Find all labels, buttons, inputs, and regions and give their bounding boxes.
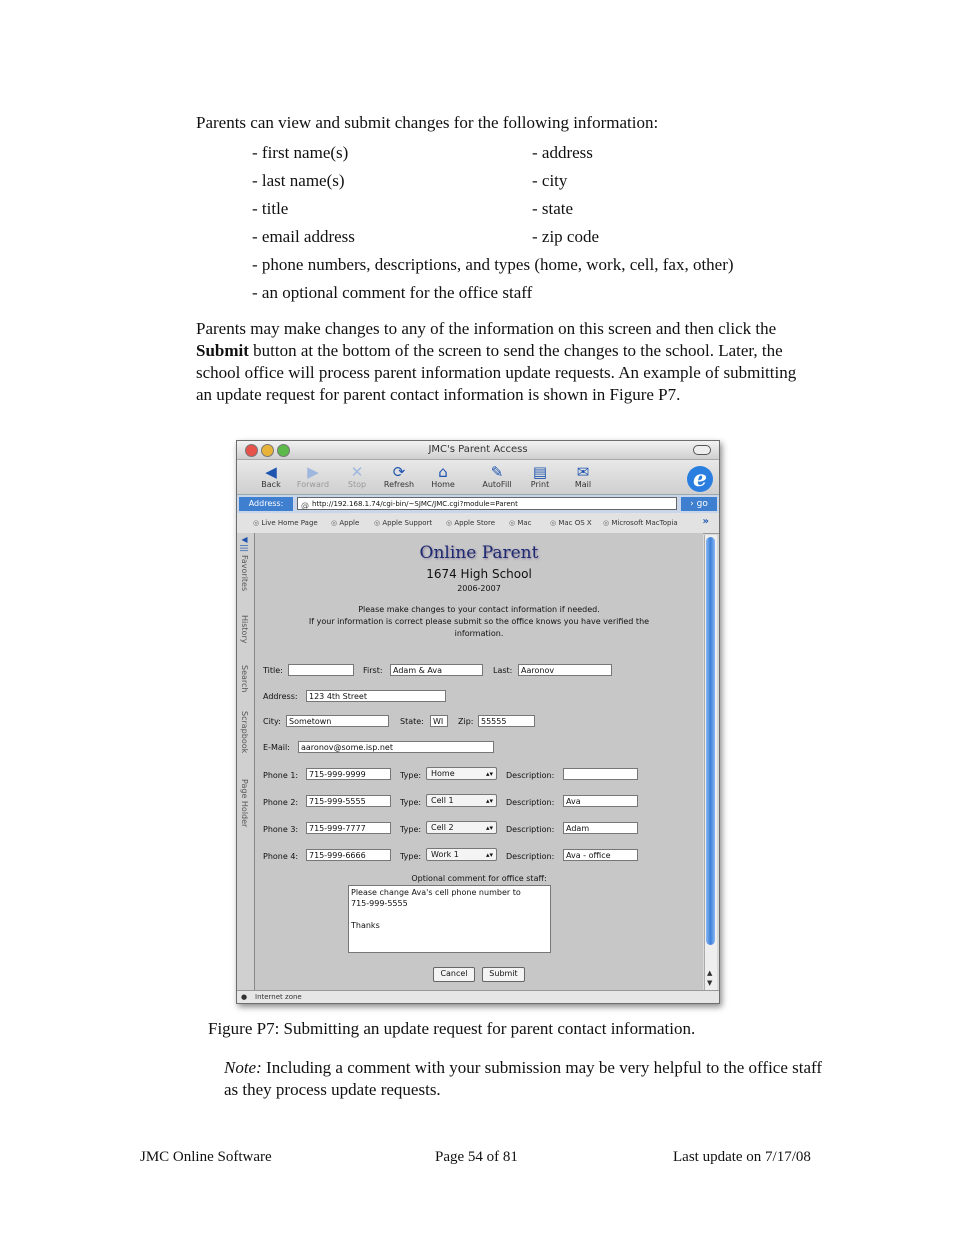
favorite-link[interactable]: ◎ Microsoft MacTopia xyxy=(603,519,678,527)
tab-page-holder[interactable]: Page Holder xyxy=(240,779,249,828)
internet-explorer-logo-icon: e xyxy=(687,466,713,492)
printer-icon: ▤ xyxy=(532,463,548,481)
updown-caret-icon: ▴▾ xyxy=(485,824,493,832)
footer-last-update: Last update on 7/17/08 xyxy=(673,1149,811,1165)
browser-toolbar xyxy=(237,460,719,494)
browser-window xyxy=(236,440,720,1004)
phone-number-field[interactable]: 715-999-9999 xyxy=(306,768,391,780)
phone-label: Phone 2: xyxy=(263,798,299,807)
phone-description-field[interactable]: Adam xyxy=(563,822,638,834)
back-button[interactable]: ◀ Back xyxy=(249,464,293,489)
list-item-email: - email address xyxy=(252,227,355,246)
stop-button[interactable]: ✕ Stop xyxy=(335,464,379,489)
address-label: Address: xyxy=(239,497,293,511)
figure-caption: Figure P7: Submitting an update request for parent contact information. xyxy=(208,1019,696,1038)
email-field[interactable]: aaronov@some.isp.net xyxy=(298,741,494,753)
phone-type-select[interactable]: Home ▴▾ xyxy=(426,767,497,780)
scroll-thumb[interactable] xyxy=(706,537,715,945)
state-label: State: xyxy=(400,717,424,726)
at-icon: @ xyxy=(301,501,309,510)
phone-description-field[interactable]: Ava - office xyxy=(563,849,638,861)
phone-number-field[interactable]: 715-999-7777 xyxy=(306,822,391,834)
autofill-button[interactable]: ✎ AutoFill xyxy=(475,464,519,489)
footer-left: JMC Online Software xyxy=(140,1149,272,1165)
tab-search[interactable]: Search xyxy=(240,665,249,693)
last-label: Last: xyxy=(493,666,513,675)
forward-arrow-icon: ▶ xyxy=(307,463,319,481)
description-label: Description: xyxy=(506,825,555,834)
phone-type-select[interactable]: Cell 1 ▴▾ xyxy=(426,794,497,807)
more-chevron-icon[interactable]: » xyxy=(702,516,709,527)
email-label: E-Mail: xyxy=(263,743,290,752)
tab-favorites[interactable]: Favorites xyxy=(240,555,249,592)
list-item-first-name: - first name(s) xyxy=(252,143,349,162)
back-arrow-icon: ◀ xyxy=(265,463,277,481)
go-button[interactable]: › go xyxy=(681,497,717,511)
autofill-pen-icon: ✎ xyxy=(490,463,504,481)
vertical-scrollbar[interactable] xyxy=(704,535,717,991)
list-item xyxy=(252,170,852,198)
favorite-link[interactable]: ◎ Apple Store xyxy=(446,519,495,527)
phone-description-field[interactable]: Ava xyxy=(563,795,638,807)
favorite-link[interactable]: ◎ Live Home Page xyxy=(253,519,318,527)
tab-scrapbook[interactable]: Scrapbook xyxy=(240,711,249,754)
scroll-down-arrow-icon[interactable]: ▼ xyxy=(707,979,713,987)
title-label: Title: xyxy=(263,666,283,675)
stop-x-icon: ✕ xyxy=(350,463,364,481)
list-item-city: - city xyxy=(532,171,568,190)
list-item xyxy=(252,226,852,254)
zip-label: Zip: xyxy=(458,717,474,726)
refresh-button[interactable]: ⟳ Refresh xyxy=(377,464,421,489)
phone-type-select[interactable]: Work 1 ▴▾ xyxy=(426,848,497,861)
type-label: Type: xyxy=(400,852,422,861)
phone-label: Phone 1: xyxy=(263,771,299,780)
info-fields-list xyxy=(252,142,852,310)
list-item-last-name: - last name(s) xyxy=(252,171,345,190)
phone-type-select[interactable]: Cell 2 ▴▾ xyxy=(426,821,497,834)
address-field-label: Address: xyxy=(263,692,298,701)
scroll-up-arrow-icon[interactable]: ▲ xyxy=(707,969,713,977)
list-item-zip: - zip code xyxy=(532,227,600,246)
description-label: Description: xyxy=(506,771,555,780)
list-item-title: - title xyxy=(252,199,289,218)
forward-button[interactable]: ▶ Forward xyxy=(291,464,335,489)
type-label: Type: xyxy=(400,771,422,780)
zip-field[interactable]: 55555 xyxy=(478,715,535,727)
list-item-state: - state xyxy=(532,199,574,218)
city-field[interactable]: Sometown xyxy=(286,715,389,727)
list-item xyxy=(252,142,852,170)
explorer-side-tabs xyxy=(237,533,255,991)
globe-icon: ● xyxy=(241,993,248,1001)
phone-label: Phone 4: xyxy=(263,852,299,861)
footer-page-number: Page 54 of 81 xyxy=(435,1149,518,1165)
intro-text: Parents can view and submit changes for the following information: xyxy=(196,113,659,132)
title-bar xyxy=(237,441,719,460)
refresh-icon: ⟳ xyxy=(392,463,406,481)
type-label: Type: xyxy=(400,798,422,807)
instruction-line-2: If your information is correct please submit so the office knows you have verified the xyxy=(308,617,650,626)
url-input[interactable]: @ http://192.168.1.74/cgi-bin/~SJMC/JMC.cgi?module=Parent xyxy=(297,497,677,510)
tab-history[interactable]: History xyxy=(240,615,249,644)
instruction-line-1: Please make changes to your contact information if needed. xyxy=(358,605,600,614)
first-name-field[interactable]: Adam & Ava xyxy=(390,664,483,676)
instruction-line-3: information. xyxy=(454,629,504,638)
type-label: Type: xyxy=(400,825,422,834)
submit-button[interactable]: Submit xyxy=(482,967,525,982)
phone-description-field[interactable] xyxy=(563,768,638,780)
status-bar: ● Internet zone xyxy=(237,990,719,1003)
description-label: Description: xyxy=(506,852,555,861)
favorite-link[interactable]: ◎ Apple xyxy=(331,519,359,527)
updown-caret-icon: ▴▾ xyxy=(485,797,493,805)
description-label: Description: xyxy=(506,798,555,807)
submit-keyword: Submit xyxy=(196,341,249,360)
window-title: JMC's Parent Access xyxy=(428,444,528,455)
updown-caret-icon: ▴▾ xyxy=(485,851,493,859)
print-button[interactable]: ▤ Print xyxy=(518,464,562,489)
phone-number-field[interactable]: 715-999-5555 xyxy=(306,795,391,807)
note-label: Note: xyxy=(224,1058,262,1077)
school-year: 2006-2007 xyxy=(457,584,501,593)
address-bar xyxy=(237,494,719,513)
phone-number-field[interactable]: 715-999-6666 xyxy=(306,849,391,861)
first-label: First: xyxy=(363,666,383,675)
list-item-comment: - an optional comment for the office staff xyxy=(252,283,533,302)
city-label: City: xyxy=(263,717,281,726)
school-name: 1674 High School xyxy=(426,567,532,581)
mail-button[interactable]: ✉ Mail xyxy=(561,464,605,489)
home-button[interactable]: ⌂ Home xyxy=(421,464,465,489)
list-item-phones: - phone numbers, descriptions, and types (home, work, cell, fax, other) xyxy=(252,255,734,274)
phone-label: Phone 3: xyxy=(263,825,299,834)
instructions-paragraph: Parents may make changes to any of the information on this screen and then click the Submit button at the bottom of the screen to send the changes to the school. Later, the school office will process parent information update requests. An example of submitting an update request for parent contact information is shown in Figure P7. xyxy=(196,319,797,404)
comment-textarea[interactable]: Please change Ava's cell phone number to 715-999-5555 Thanks xyxy=(348,885,551,953)
online-parent-logo: Online Parent xyxy=(419,543,539,563)
favorite-link[interactable]: ◎ Apple Support xyxy=(374,519,432,527)
comment-label: Optional comment for office staff: xyxy=(411,874,547,883)
toolbar-toggle-icon[interactable] xyxy=(693,445,711,455)
sidebar-bars-icon[interactable]: ◀||| xyxy=(240,535,249,553)
title-field[interactable] xyxy=(288,664,354,676)
mail-icon: ✉ xyxy=(576,463,590,481)
state-field[interactable]: WI xyxy=(430,715,448,727)
list-item xyxy=(252,198,852,226)
note-paragraph: Note: Including a comment with your submission may be very helpful to the office staff as they process update requests. xyxy=(224,1058,823,1099)
last-name-field[interactable]: Aaronov xyxy=(518,664,612,676)
list-item-address: - address xyxy=(532,143,593,162)
address-field[interactable]: 123 4th Street xyxy=(306,690,446,702)
favorite-link[interactable]: ◎ Mac xyxy=(509,519,532,527)
favorite-link[interactable]: ◎ Mac OS X xyxy=(550,519,592,527)
favorites-bar xyxy=(237,513,719,534)
cancel-button[interactable]: Cancel xyxy=(433,967,475,982)
home-icon: ⌂ xyxy=(438,463,448,481)
page-content xyxy=(255,533,703,991)
updown-caret-icon: ▴▾ xyxy=(485,770,493,778)
